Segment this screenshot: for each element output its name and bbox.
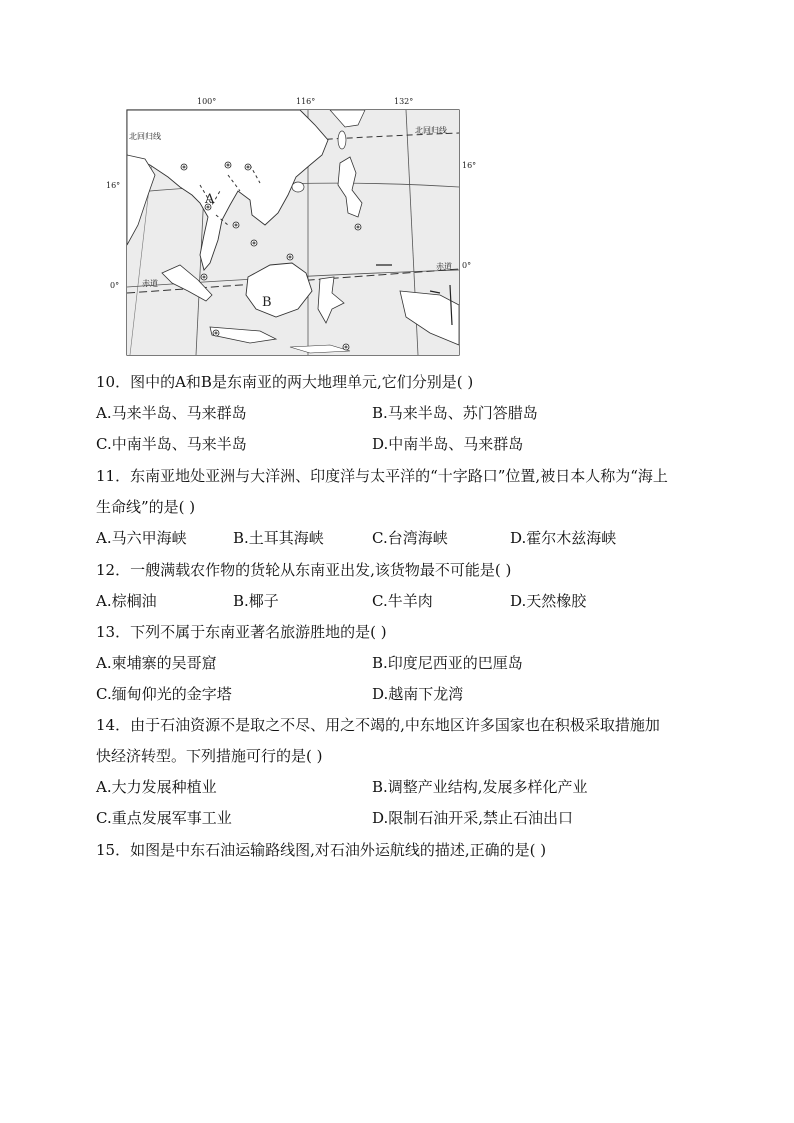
lon-label-132: 132°	[394, 97, 414, 106]
q11-option-a[interactable]: A.马六甲海峡	[96, 529, 187, 547]
taiwan-island	[338, 131, 346, 149]
q12-option-a[interactable]: A.棕榈油	[96, 592, 157, 610]
question-14-stem-line2: 快经济转型。下列措施可行的是( )	[96, 747, 323, 765]
region-label-b: B	[262, 295, 272, 310]
q12-option-c[interactable]: C.牛羊肉	[372, 592, 433, 610]
lon-label-100: 100°	[197, 97, 217, 106]
q13-option-a[interactable]: A.柬埔寨的吴哥窟	[96, 654, 217, 672]
lon-label-116: 116°	[296, 97, 316, 106]
q14-option-a[interactable]: A.大力发展种植业	[96, 778, 217, 796]
hainan-island	[292, 182, 304, 192]
q11-option-b[interactable]: B.土耳其海峡	[233, 529, 324, 547]
region-label-a: A	[205, 192, 215, 207]
lat-label-0-left: 0°	[110, 281, 120, 290]
q13-option-c[interactable]: C.缅甸仰光的金字塔	[96, 685, 232, 703]
q14-option-b[interactable]: B.调整产业结构,发展多样化产业	[372, 778, 588, 796]
southeast-asia-map	[100, 95, 480, 365]
q11-option-c[interactable]: C.台湾海峡	[372, 529, 448, 547]
lat-label-16-left: 16°	[106, 181, 121, 190]
q14-option-c[interactable]: C.重点发展军事工业	[96, 809, 232, 827]
question-10-stem: 10．图中的A和B是东南亚的两大地理单元,它们分别是( )	[96, 373, 474, 391]
q10-option-a[interactable]: A.马来半岛、马来群岛	[96, 404, 247, 422]
question-15-stem: 15．如图是中东石油运输路线图,对石油外运航线的描述,正确的是( )	[96, 841, 547, 859]
equator-label-left: 赤道	[142, 279, 158, 288]
q10-option-b[interactable]: B.马来半岛、苏门答腊岛	[372, 404, 538, 422]
tropic-label-right: 北回归线	[415, 126, 447, 135]
q10-option-c[interactable]: C.中南半岛、马来半岛	[96, 435, 247, 453]
question-13-stem: 13．下列不属于东南亚著名旅游胜地的是( )	[96, 623, 387, 641]
equator-label-right: 赤道	[436, 262, 452, 271]
q12-option-b[interactable]: B.椰子	[233, 592, 279, 610]
lat-label-0-right: 0°	[462, 261, 472, 270]
tropic-label-left: 北回归线	[129, 132, 161, 141]
question-14-stem-line1: 14．由于石油资源不是取之不尽、用之不竭的,中东地区许多国家也在积极采取措施加	[96, 716, 660, 734]
q13-option-b[interactable]: B.印度尼西亚的巴厘岛	[372, 654, 523, 672]
question-12-stem: 12．一艘满载农作物的货轮从东南亚出发,该货物最不可能是( )	[96, 561, 512, 579]
q11-option-d[interactable]: D.霍尔木兹海峡	[510, 529, 617, 547]
question-11-stem-line1: 11．东南亚地处亚洲与大洋洲、印度洋与太平洋的“十字路口”位置,被日本人称为“海上	[96, 467, 668, 485]
q12-option-d[interactable]: D.天然橡胶	[510, 592, 587, 610]
q10-option-d[interactable]: D.中南半岛、马来群岛	[372, 435, 524, 453]
question-11-stem-line2: 生命线”的是( )	[96, 498, 196, 516]
q13-option-d[interactable]: D.越南下龙湾	[372, 685, 464, 703]
q14-option-d[interactable]: D.限制石油开采,禁止石油出口	[372, 809, 574, 827]
lat-label-16-right: 16°	[462, 161, 477, 170]
